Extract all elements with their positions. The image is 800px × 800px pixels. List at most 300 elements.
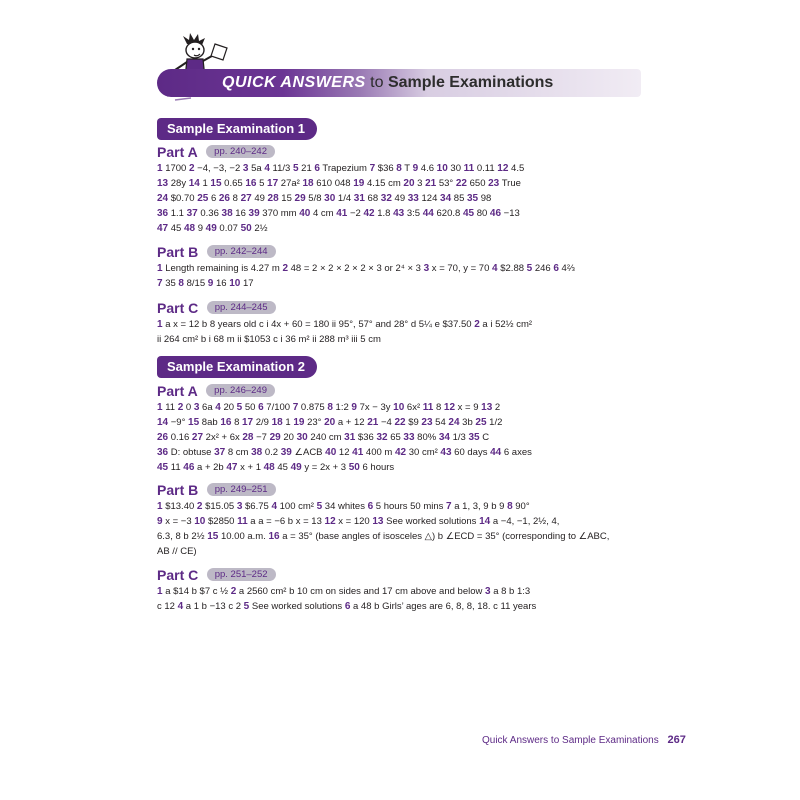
question-number: 17 [267, 178, 279, 189]
question-number: 24 [157, 193, 169, 204]
question-number: 32 [376, 432, 388, 443]
answer-text: D: obtuse [168, 447, 215, 458]
question-number: 46 [489, 208, 502, 219]
question-number: 36 [157, 208, 169, 219]
question-number: 28 [267, 193, 279, 204]
question-number: 11 [237, 516, 248, 527]
answer-text: $36 [375, 163, 397, 174]
question-number: 25 [197, 193, 209, 204]
answer-line [157, 446, 532, 460]
answer-text: Trapezium [319, 163, 370, 174]
answer-text: 6 axes [501, 447, 532, 458]
answer-text: $13.40 [162, 501, 197, 512]
question-number: 17 [242, 417, 254, 428]
answer-line [157, 333, 381, 347]
question-number: 41 [352, 447, 364, 458]
question-number: 9 [351, 402, 357, 413]
answer-line [157, 177, 521, 191]
question-number: 18 [271, 417, 283, 428]
page-reference-badge: pp. 246–249 [206, 384, 275, 397]
answer-text: −2 [347, 208, 364, 219]
answer-text: 620.8 [433, 208, 463, 219]
question-number: 3 [423, 263, 430, 274]
answer-text: 1 [282, 417, 294, 428]
answer-text: a −4, −1, 2½, 4, [490, 516, 560, 527]
answer-text: −9° [168, 417, 189, 428]
question-number: 19 [353, 178, 365, 189]
answer-text: $15.05 [202, 501, 237, 512]
answer-text: 68 [364, 193, 381, 204]
answer-text: 11 [168, 462, 184, 473]
part-label: Part A [157, 382, 198, 399]
answer-text: 8ab [199, 417, 221, 428]
question-number: 50 [240, 223, 252, 234]
answer-text: a x = 12 b 8 years old c i 4x + 60 = 180 ii 95°, 57° and 28° d 5¼ e $37.50 [162, 319, 475, 330]
answer-text: 17 [240, 278, 254, 289]
answer-text: 400 m [363, 447, 395, 458]
answer-text: a 1, 3, 9 b 9 [451, 501, 508, 512]
answer-text: 7x − 3y [356, 402, 394, 413]
question-number: 1 [157, 501, 163, 512]
answer-text: See worked solutions [249, 601, 345, 612]
answer-line [157, 530, 609, 544]
question-number: 21 [367, 417, 379, 428]
question-number: 9 [412, 163, 419, 174]
answer-line [157, 222, 268, 236]
answer-text: a $14 b $7 c ½ [162, 586, 231, 597]
question-number: 42 [363, 208, 375, 219]
question-number: 4 [215, 402, 221, 413]
question-number: 41 [336, 208, 348, 219]
answer-text: 2 [492, 402, 501, 413]
answer-text: 4.5 [508, 163, 525, 174]
answer-text: 12 [336, 447, 353, 458]
question-number: 29 [269, 432, 281, 443]
answer-text: 5a [248, 163, 265, 174]
answer-text: 7/100 [263, 402, 293, 413]
question-number: 30 [324, 193, 336, 204]
question-number: 37 [214, 447, 226, 458]
answer-text: 4⅔ [558, 263, 575, 274]
question-number: 11 [422, 402, 434, 413]
answer-text: a 2560 cm² b 10 cm on sides and 17 cm above and below [236, 586, 485, 597]
answer-text: 3:5 [404, 208, 423, 219]
answer-text: $0.70 [168, 193, 198, 204]
answer-text: 4 cm [310, 208, 337, 219]
question-number: 39 [280, 447, 292, 458]
question-number: 9 [157, 516, 163, 527]
answer-text: 0.875 [298, 402, 328, 413]
answer-text: AB // CE) [157, 546, 197, 557]
question-number: 8 [396, 163, 402, 174]
question-number: 7 [369, 163, 376, 174]
question-number: 27 [240, 193, 252, 204]
question-number: 8 [327, 402, 333, 413]
answer-text: 610 048 [313, 178, 354, 189]
answer-text: a i 52½ cm² [479, 319, 533, 330]
answer-text: 30 cm² [406, 447, 441, 458]
title-sample-examinations: Sample Examinations [387, 74, 554, 91]
question-number: 49 [205, 223, 217, 234]
answer-text: 21 [298, 163, 315, 174]
question-number: 32 [380, 193, 392, 204]
question-number: 2 [282, 263, 288, 274]
answer-text: 1700 [162, 163, 189, 174]
question-number: 9 [207, 278, 214, 289]
answer-text: 8 [230, 193, 241, 204]
question-number: 48 [263, 462, 275, 473]
answer-text: a a = −6 b x = 13 [247, 516, 325, 527]
answer-text: −4 [378, 417, 395, 428]
answer-text: 1:2 [332, 402, 352, 413]
answer-text: 370 mm [259, 208, 300, 219]
answer-text: 11/3 [269, 163, 293, 174]
exam2-heading: Sample Examination 2 [157, 356, 317, 378]
question-number: 18 [302, 178, 314, 189]
answer-text: a 48 b Girls’ ages are 6, 8, 8, 18. c 11 years [350, 601, 537, 612]
page-reference-badge: pp. 249–251 [207, 483, 276, 496]
question-number: 43 [393, 208, 405, 219]
question-number: 3 [193, 402, 200, 413]
question-number: 34 [440, 193, 452, 204]
question-number: 5 [526, 263, 533, 274]
answer-line [157, 461, 394, 475]
answer-text: 650 [466, 178, 489, 189]
footer-title: Quick Answers to Sample Examinations [482, 735, 659, 746]
answer-text: 85 [451, 193, 467, 204]
question-number: 23 [488, 178, 500, 189]
page-reference-badge: pp. 244–245 [207, 301, 276, 314]
answer-text: x = 70, y = 70 [429, 263, 493, 274]
answer-text: Length remaining is 4.27 m [162, 263, 283, 274]
answer-text: $2.88 [497, 263, 527, 274]
question-number: 3 [242, 163, 249, 174]
part-label: Part C [157, 566, 199, 583]
question-number: 37 [186, 208, 198, 219]
answer-text: 6x² [404, 402, 423, 413]
answer-text: 65 [387, 432, 404, 443]
question-number: 22 [394, 417, 406, 428]
question-number: 38 [221, 208, 233, 219]
answer-text: 49 [391, 193, 408, 204]
exam1-heading: Sample Examination 1 [157, 118, 317, 140]
answer-text: 0.36 [197, 208, 222, 219]
question-number: 12 [324, 516, 336, 527]
question-number: 47 [226, 462, 238, 473]
answer-text: 8 [433, 402, 444, 413]
question-number: 40 [299, 208, 311, 219]
answer-text: 6 [208, 193, 219, 204]
page-reference-badge: pp. 240–242 [206, 145, 275, 158]
question-number: 44 [490, 447, 502, 458]
question-number: 7 [157, 278, 163, 289]
question-number: 40 [325, 447, 337, 458]
part-label: Part C [157, 299, 199, 316]
question-number: 27 [191, 432, 204, 443]
question-number: 6 [367, 501, 374, 512]
page-reference-badge: pp. 251–252 [207, 568, 276, 581]
part-label: Part A [157, 143, 198, 160]
answer-text: $36 [355, 432, 377, 443]
answer-line [157, 600, 536, 614]
question-number: 4 [177, 601, 184, 612]
answer-text: y = 2x + 3 [301, 462, 349, 473]
question-number: 35 [468, 432, 480, 443]
question-number: 6 [553, 263, 559, 274]
answer-text: 16 [213, 278, 230, 289]
question-number: 5 [236, 402, 243, 413]
answer-text: 20 [220, 402, 237, 413]
question-number: 14 [188, 178, 200, 189]
question-number: 21 [425, 178, 437, 189]
answer-text: a + 2b [194, 462, 227, 473]
question-number: 45 [157, 462, 169, 473]
question-number: 33 [407, 193, 419, 204]
question-number: 26 [218, 193, 230, 204]
answer-line [157, 545, 197, 559]
answer-text: 3 [414, 178, 426, 189]
answer-text: c 12 [157, 601, 178, 612]
answer-text: $6.75 [242, 501, 272, 512]
answer-text: −13 [501, 208, 520, 219]
answer-text: 0 [183, 402, 194, 413]
answer-text: x = 120 [335, 516, 373, 527]
answer-text: a 8 b 1:3 [490, 586, 531, 597]
answer-text: 8/15 [183, 278, 208, 289]
exam2-partC-heading [157, 566, 276, 584]
question-number: 20 [324, 417, 336, 428]
question-number: 29 [294, 193, 306, 204]
answer-text: 60 days [451, 447, 491, 458]
question-number: 20 [403, 178, 415, 189]
answer-line [157, 207, 520, 221]
answer-text: 1/3 [449, 432, 469, 443]
question-number: 16 [245, 178, 257, 189]
answer-text: 1 [199, 178, 211, 189]
question-number: 24 [448, 417, 460, 428]
answer-text: $2850 [205, 516, 238, 527]
answer-text: 0.16 [168, 432, 192, 443]
question-number: 4 [271, 501, 277, 512]
question-number: 2 [230, 586, 237, 597]
question-number: 2 [196, 501, 203, 512]
exam1-partA-heading [157, 143, 275, 161]
question-number: 19 [293, 417, 305, 428]
question-number: 46 [183, 462, 195, 473]
answer-line [157, 262, 575, 276]
question-number: 44 [422, 208, 434, 219]
question-number: 42 [394, 447, 407, 458]
answer-text: 15 [278, 193, 295, 204]
answer-text: 5/8 [305, 193, 325, 204]
answer-text: 90° [512, 501, 530, 512]
answer-line [157, 277, 254, 291]
answer-line [157, 515, 559, 529]
page-footer [482, 734, 686, 746]
answer-line [157, 416, 502, 430]
question-number: 25 [475, 417, 487, 428]
question-number: 49 [290, 462, 302, 473]
part-label: Part B [157, 243, 199, 260]
question-number: 2 [188, 163, 195, 174]
answer-text: −7 [253, 432, 270, 443]
answer-text: 98 [478, 193, 492, 204]
question-number: 8 [178, 278, 184, 289]
question-number: 6 [314, 163, 320, 174]
answer-text: $9 [405, 417, 422, 428]
answer-line [157, 318, 532, 332]
answer-text: 53° [436, 178, 456, 189]
question-number: 5 [292, 163, 299, 174]
answer-line [157, 162, 524, 176]
question-number: 7 [292, 402, 299, 413]
page-title [222, 73, 553, 93]
answer-text: a + 12 [335, 417, 368, 428]
question-number: 15 [210, 178, 222, 189]
question-number: 8 [507, 501, 513, 512]
answer-text: T [401, 163, 413, 174]
question-number: 26 [157, 432, 169, 443]
answer-text: 6.3, 8 b 2½ [157, 531, 208, 542]
answer-text: See worked solutions [383, 516, 480, 527]
answer-text: 0.07 [216, 223, 241, 234]
question-number: 31 [353, 193, 365, 204]
question-number: 1 [157, 263, 163, 274]
answer-text: 5 [256, 178, 268, 189]
question-number: 1 [157, 402, 163, 413]
answer-text: 0.11 [474, 163, 498, 174]
question-number: 10 [194, 516, 206, 527]
question-number: 2 [177, 402, 184, 413]
question-number: 30 [296, 432, 308, 443]
question-number: 22 [455, 178, 467, 189]
exam1-partB-heading [157, 243, 276, 261]
answer-text: 3b [459, 417, 476, 428]
answer-text: ii 264 cm² b i 68 m ii $1053 c i 36 m² ii 288 m³ iii 5 cm [157, 334, 381, 345]
question-number: 16 [220, 417, 232, 428]
question-number: 12 [443, 402, 456, 413]
answer-text: 240 cm [307, 432, 345, 443]
question-number: 1 [157, 586, 163, 597]
question-number: 1 [157, 163, 163, 174]
question-number: 11 [463, 163, 475, 174]
answer-line [157, 500, 530, 514]
page-number: 267 [667, 734, 686, 746]
question-number: 50 [348, 462, 360, 473]
answer-text: 0.2 [262, 447, 281, 458]
answer-text: 8 [231, 417, 242, 428]
answer-text: 23° [304, 417, 325, 428]
answer-text: x + 1 [237, 462, 264, 473]
question-number: 1 [157, 319, 163, 330]
answer-text: 8 cm [225, 447, 252, 458]
answer-text: 30 [447, 163, 464, 174]
answer-text: 1/2 [486, 417, 503, 428]
part-label: Part B [157, 481, 199, 498]
question-number: 3 [236, 501, 243, 512]
answer-text: 16 [232, 208, 249, 219]
answer-text: 20 [280, 432, 297, 443]
question-number: 45 [462, 208, 475, 219]
question-number: 10 [436, 163, 448, 174]
answer-text: 6a [199, 402, 216, 413]
answer-text: 27a² [278, 178, 303, 189]
answer-text: 1/4 [335, 193, 354, 204]
question-number: 48 [183, 223, 196, 234]
answer-text: 54 [432, 417, 449, 428]
answer-text: 6 hours [359, 462, 395, 473]
question-number: 36 [157, 447, 169, 458]
answer-text: 2x² + 6x [203, 432, 243, 443]
question-number: 12 [497, 163, 509, 174]
exam1-partC-heading [157, 299, 276, 317]
answer-text: 28y [168, 178, 189, 189]
question-number: 23 [421, 417, 433, 428]
answer-text: 45 [274, 462, 291, 473]
title-quick-answers: QUICK ANSWERS [222, 74, 366, 91]
answer-text: 50 [242, 402, 259, 413]
question-number: 39 [248, 208, 260, 219]
question-number: 33 [403, 432, 415, 443]
answer-text: 246 [532, 263, 554, 274]
answer-text: 48 = 2 × 2 × 2 × 2 × 3 or 2⁴ × 3 [288, 263, 424, 274]
question-number: 2 [474, 319, 480, 330]
question-number: 28 [242, 432, 254, 443]
answer-text: 80% [414, 432, 439, 443]
answer-text: 5 hours 50 mins [373, 501, 447, 512]
question-number: 43 [440, 447, 452, 458]
answer-text: 100 cm² [277, 501, 317, 512]
question-number: 16 [268, 531, 280, 542]
question-number: 38 [251, 447, 263, 458]
question-number: 4 [492, 263, 498, 274]
page-reference-badge: pp. 242–244 [207, 245, 276, 258]
question-number: 7 [446, 501, 452, 512]
question-number: 14 [479, 516, 491, 527]
answer-text: 49 [251, 193, 268, 204]
question-number: 10 [393, 402, 405, 413]
question-number: 47 [157, 223, 169, 234]
answer-text: x = −3 [162, 516, 195, 527]
question-number: 34 [438, 432, 450, 443]
answer-text: a = 35° (base angles of isosceles △) b ∠ECD = 35° (corresponding to ∠ABC, [279, 531, 610, 542]
question-number: 6 [344, 601, 351, 612]
answer-text: 80 [474, 208, 490, 219]
answer-text: 2½ [251, 223, 268, 234]
answer-text: ∠ACB [291, 447, 326, 458]
answer-text: 34 whites [322, 501, 368, 512]
question-number: 13 [481, 402, 493, 413]
answer-text: C [479, 432, 490, 443]
answer-text: 1.8 [374, 208, 394, 219]
question-number: 15 [207, 531, 219, 542]
question-number: 5 [243, 601, 250, 612]
answer-text: 10.00 a.m. [218, 531, 269, 542]
answer-line [157, 431, 489, 445]
answer-text: a 1 b −13 c 2 [183, 601, 244, 612]
question-number: 4 [264, 163, 270, 174]
question-number: 3 [485, 586, 491, 597]
question-number: 13 [372, 516, 384, 527]
answer-text: −4, −3, −2 [194, 163, 243, 174]
question-number: 13 [157, 178, 169, 189]
answer-text: 4.15 cm [364, 178, 404, 189]
answer-text: 1.1 [168, 208, 187, 219]
title-to: to [370, 74, 384, 91]
answer-line [157, 585, 530, 599]
question-number: 14 [157, 417, 169, 428]
answer-line [157, 401, 500, 415]
